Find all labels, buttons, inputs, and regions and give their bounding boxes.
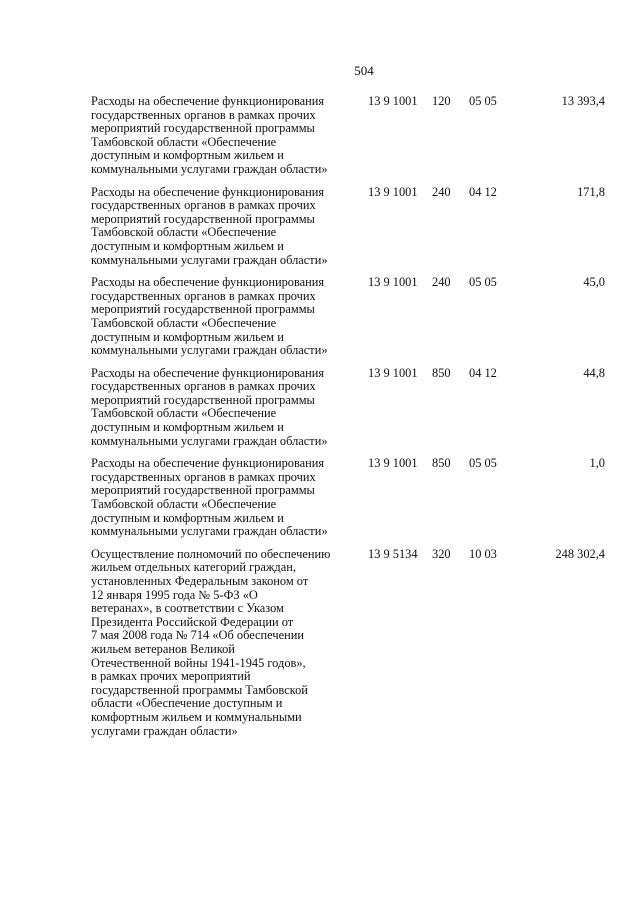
row-amount: 171,8 [577,184,605,199]
page-number: 504 [354,63,374,78]
row-expense-type: 850 [432,365,451,380]
row-target-code: 13 9 1001 [368,94,418,108]
row-section: 10 03 [469,546,497,561]
row-expense-type: 850 [432,456,451,471]
row-target-code: 13 9 5134 [368,546,418,561]
row-target-code: 13 9 1001 [368,275,418,290]
table-row [91,276,611,358]
row-amount: 1,0 [589,456,605,471]
table-row [91,457,611,539]
row-expense-type: 120 [432,94,451,108]
row-description: Расходы на обеспечение функционирования государственных органов в рамках прочих мероприятий государственной программы Тамбовской области «Обеспечение доступным и комфортным жильем и коммунальными услугами граждан области» [91,456,328,539]
row-target-code: 13 9 1001 [368,365,418,380]
row-target-code: 13 9 1001 [368,184,418,199]
row-amount: 44,8 [583,365,605,380]
row-section: 04 12 [469,184,497,199]
table-row [91,548,611,738]
row-section: 05 05 [469,94,497,108]
row-amount: 248 302,4 [555,546,605,561]
budget-table [91,95,611,747]
table-row [91,367,611,449]
row-expense-type: 240 [432,275,451,290]
row-section: 04 12 [469,365,497,380]
row-description: Расходы на обеспечение функционирования государственных органов в рамках прочих мероприятий государственной программы Тамбовской области «Обеспечение доступным и комфортным жильем и коммунальными услугами граждан области» [91,184,328,267]
row-section: 05 05 [469,456,497,471]
row-description: Осуществление полномочий по обеспечению жильем отдельных категорий граждан, установленных Федеральным законом от 12 января 1995 года № 5-ФЗ «О ветеранах», в соответствии с Указом Президента Российской Федерации от 7 мая 2008 года № 714 «Об обеспечении жильем ветеранов Великой Отечественной войны 1941-1945 годов», в рамках прочих мероприятий государственной программы Тамбовской области «Обеспечение доступным и комфортным жильем и коммунальными услугами граждан области» [91,546,331,738]
table-row [91,95,611,177]
row-description: Расходы на обеспечение функционирования государственных органов в рамках прочих мероприятий государственной программы Тамбовской области «Обеспечение доступным и комфортным жильем и коммунальными услугами граждан области» [91,365,328,448]
row-amount: 45,0 [583,275,605,290]
row-section: 05 05 [469,275,497,290]
row-target-code: 13 9 1001 [368,456,418,471]
table-row [91,186,611,268]
row-expense-type: 240 [432,184,451,199]
row-expense-type: 320 [432,546,451,561]
row-description: Расходы на обеспечение функционирования государственных органов в рамках прочих мероприятий государственной программы Тамбовской области «Обеспечение доступным и комфортным жильем и коммунальными услугами граждан области» [91,94,328,176]
row-amount: 13 393,4 [561,94,605,108]
row-description: Расходы на обеспечение функционирования государственных органов в рамках прочих мероприятий государственной программы Тамбовской области «Обеспечение доступным и комфортным жильем и коммунальными услугами граждан области» [91,275,328,358]
